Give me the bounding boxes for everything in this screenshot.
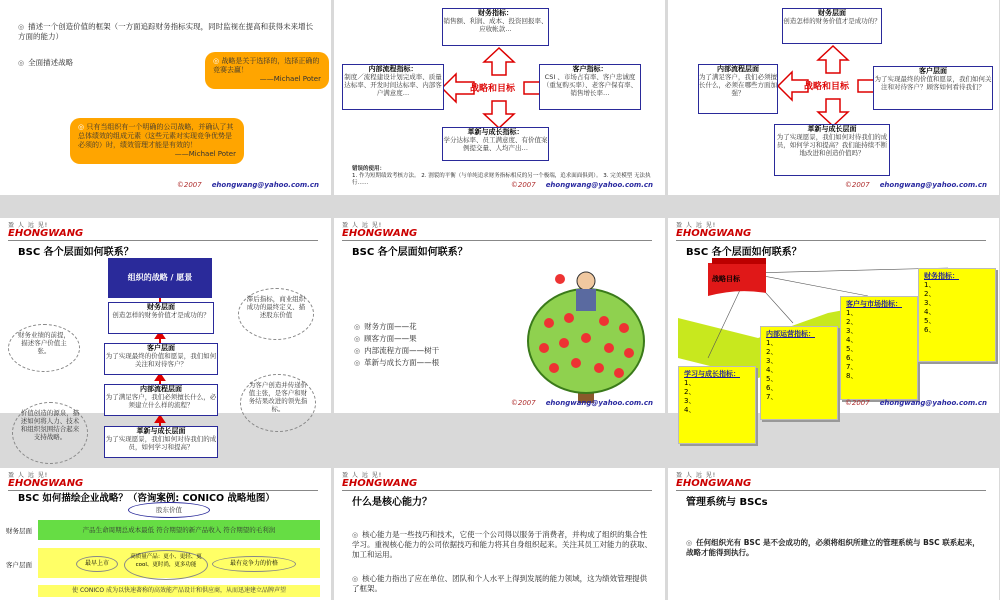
footer: ©2007 ehongwang@yahoo.com.cn [510, 399, 653, 407]
customer-layer-box: 客户层面 为了实现最终的价值和愿景，我们如何关注和对待客户？顾客如何看待我们？ [873, 66, 993, 110]
finance-layer-box: 财务层面 创造怎样的财务价值才是成功的？ [108, 302, 214, 334]
logo: 盈 人 远 见! EHONGWANG [342, 220, 652, 241]
slide-2 [334, 0, 665, 195]
list-item: ◎ 革新与成长方面——根 [354, 358, 440, 367]
strategy-center: 战略和目标 [804, 82, 850, 92]
cloud-note-customer: 财务业绩的前提，描述客户价值主张。 [8, 324, 80, 372]
slide-9 [668, 468, 999, 600]
logo: 盈 人 远 见! EHONGWANG [8, 470, 318, 491]
strategy-vision-box: 组织的战略 / 愿景 [108, 258, 212, 298]
paragraph-management-system: ◎ 任何组织光有 BSC 是不会成功的，必须将组织所建立的管理系统与 BSC 联系起来，战略才能得到执行。 [686, 538, 980, 557]
process-layer-box: 内部流程层面 为了满足客户，我们必须擅长什么，必须建立什么样的流程？ [104, 384, 218, 416]
growth-indicator-box: 革新与成长指标： 学分达标率、员工满意度、有价值案例提交量、人均产出… [442, 127, 549, 161]
logo: 盈 人 远 见! EHONGWANG [676, 470, 986, 491]
footer: ©2007 ehongwang@yahoo.com.cn [844, 399, 987, 407]
slide-title: BSC 如何描绘企业战略？（咨询案例: CONICO 战略地图） [18, 493, 275, 504]
finance-indicator-box: 财务指标： 1、 2、 3、 4、 5、 6、 [918, 268, 996, 362]
slide-8 [334, 468, 665, 600]
growth-layer-box: 革新与成长层面 为了实现愿景，我们如何对待我们的成员，如何学习和提高？ [104, 426, 218, 458]
process-layer-box: 内部流程层面 为了满足客户，我们必须擅长什么，必须在哪些方面加强？ [698, 64, 778, 114]
footer: ©2007 ehongwang@yahoo.com.cn [176, 181, 319, 189]
list-item: ◎ 财务方面——花 [354, 322, 417, 331]
slide-7 [0, 468, 331, 600]
finance-layer-box: 财务层面 创造怎样的财务价值才是成功的？ [782, 8, 882, 44]
process-indicator-box: 内部流程指标： 制度／流程建设计划完成率、质量达标率、开发时间达标率、内部客户满意度… [342, 64, 444, 110]
process-indicator-box: 内部运营指标： 1、 2、 3、 4、 5、 6、 7、 [760, 326, 838, 420]
paragraph-framework: ◎ 核心能力指出了应在单位、团队和个人水平上得到发展的能力领域，这为绩效管理提供了框架。 [352, 574, 648, 593]
quote-callout-1: ◎ 战略是关于选择的，选择正确的竞赛去赢！ ——Michael Poter [205, 52, 329, 89]
learning-indicator-box: 学习与成长指标： 1、 2、 3、 4、 [678, 366, 756, 444]
cloud-note-finance: 滞后指标，商业组织成功的最终定义、描述股东价值 [238, 288, 314, 340]
logo: 盈 人 远 见! EHONGWANG [342, 470, 652, 491]
slide-3 [668, 0, 999, 195]
finance-indicator-box: 财务指标： 销售额、利润、成本、投资回报率、应收帐款… [442, 8, 549, 46]
shareholder-value-oval: 股东价值 [128, 502, 210, 518]
slide-1 [0, 0, 331, 195]
quote-callout-2: ◎ 只有当组织有一个明确的公司战略，并确认了其总体绩效的组成元素（这些元素对实现竞争优势是必须的）时，绩效管理才能是有效的！ ——Michael Poter [70, 118, 244, 164]
customer-layer-box: 客户层面 为了实现最终的价值和愿景，我们如何关注和对待客户？ [104, 343, 218, 375]
misuse-note: 错误的使用： 1. 作为短期绩效考核方法。 2. 割裂的平衡（与单纯追求财务指标相反的另一个极端，追求面面俱到）。 3. 完美模型 无法执行…… [352, 166, 651, 186]
customer-oval-quality: 高质量产品：更小、更轻、更 cool、更时尚，更多功能 [124, 550, 208, 580]
cloud-note-process: 为客户创造并传递价值主张，是客户和财务结果改进的领先指标。 [240, 374, 316, 432]
market-indicator-box: 客户与市场指标： 1、 2、 3、 4、 5、 6、 7、 8、 [840, 296, 918, 400]
strategy-center: 战略和目标 [470, 84, 516, 94]
slide-title: 什么是核心能力？ [352, 497, 432, 508]
customer-oval-price: 最有竞争力的价格 [212, 556, 296, 572]
footer: ©2007 ehongwang@yahoo.com.cn [844, 181, 987, 189]
footer: ©2007 ehongwang@yahoo.com.cn [510, 181, 653, 189]
slide-title: 管理系统与 BSCs [686, 497, 768, 508]
logo: 盈 人 远 见! EHONGWANG [676, 220, 986, 241]
cloud-note-growth: 价值创造的源泉，描述如何将人力、技术和组织氛围结合起来支持战略。 [12, 402, 88, 464]
list-item: ◎ 内部流程方面——树干 [354, 346, 440, 355]
slide-title: BSC 各个层面如何联系？ [18, 247, 134, 258]
finance-strip: 产品生命周期总成本最低 符合期望的新产品收入 符合期望的毛利润 [38, 520, 320, 540]
slide-4 [0, 218, 331, 451]
customer-layer-label: 客户层面 [6, 561, 32, 569]
list-item: ◎ 顾客方面——果 [354, 334, 417, 343]
finance-layer-label: 财务层面 [6, 527, 32, 535]
apple-tree-illustration [524, 263, 649, 408]
strategy-target-label: 战略目标 [712, 275, 740, 283]
customer-oval-early: 最早上市 [76, 556, 118, 572]
bottom-strip: 使 CONICO 成为以快速著称的高效能产品设计和供应商，从而迅速建立品牌声望 [38, 585, 320, 597]
slide-6 [668, 218, 999, 413]
logo: 盈 人 远 见! EHONGWANG [8, 220, 318, 241]
bullet-describe-strategy: ◎ 全面描述战略 [18, 58, 74, 67]
slide-5 [334, 218, 665, 413]
customer-indicator-box: 客户指标： CSI 、市场占有率、客户忠诚度（重复购买率）、老客户保有率、销售增长率… [539, 64, 641, 110]
paragraph-core-competence: ◎ 核心能力是一些技巧和技术，它使一个公司得以服务于消费者，并构成了组织的集合性学习。重视核心能力的公司依据技巧和能力将其自身组织起来。关注其员工对能力的获取、加工和运用。 [352, 530, 652, 559]
growth-layer-box: 革新与成长层面 为了实现愿景，我们如何对待我们的成员，如何学习和提高？我们能持续不断地改进和创造价值吗？ [774, 124, 890, 176]
slide-title: BSC 各个层面如何联系？ [686, 247, 802, 258]
slide-title: BSC 各个层面如何联系？ [352, 247, 468, 258]
bullet-value-framework: ◎ 描述一个创造价值的框架（一方面追踪财务指标实现，同时监视在提高和获得未来增长方面的能力） [18, 22, 314, 41]
